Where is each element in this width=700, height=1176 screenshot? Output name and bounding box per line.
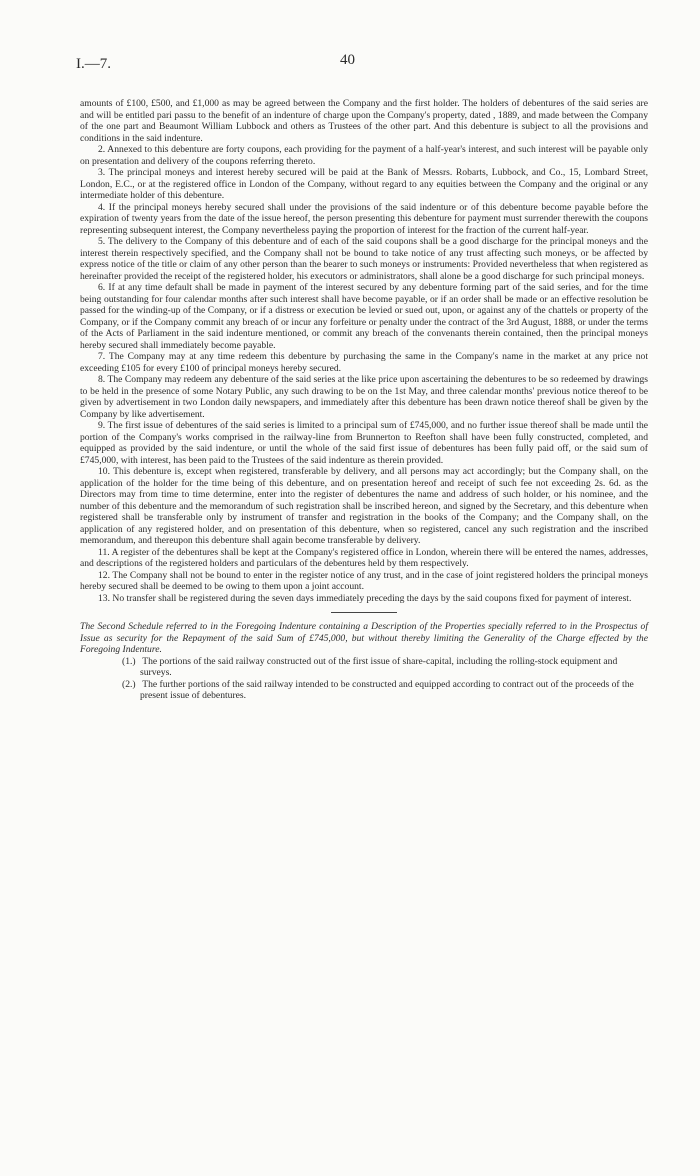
second-schedule xyxy=(80,621,648,702)
schedule-item xyxy=(80,679,648,702)
schedule-item-text: The portions of the said railway constructed out of the first issue of share-capital, including the rolling-stock equipment and surveys. xyxy=(140,655,618,678)
section-divider xyxy=(331,612,397,613)
schedule-item xyxy=(80,656,648,679)
paragraph: 4. If the principal moneys hereby secured shall under the provisions of the said indenture or of this debenture become payable before the expiration of twenty years from the date of the issue hereof, the person presenting this debenture for payment must surrender therewith the coupons representing subsequent interest, the Company nevertheless paying the proportion of interest for the fraction of the current half-year. xyxy=(80,201,648,236)
paragraph: 13. No transfer shall be registered during the seven days immediately preceding the days by the said coupons fixed for payment of interest. xyxy=(98,592,632,604)
paragraph: 9. The first issue of debentures of the said series is limited to a principal sum of £745,000, and no further issue thereof shall be made until the portion of the Company's works comprised in the railway-line from Brunnerton to Reefton shall have been fully constructed, completed, and equipped as provided by the said indenture, or until the whole of the said first issue of debentures has been fully paid off, or the said sum of £745,000, with interest, has been paid to the Trustees of the said indenture as therein provided. xyxy=(80,420,648,466)
paragraph: 8. The Company may redeem any debenture of the said series at the like price upon ascertaining the debentures to be so redeemed by drawings to be held in the presence of some Notary Public, any such drawing to be on the 1st May, and three calendar months' previous notice thereof to be given by advertisement in two London daily newspapers, and immediately after this debenture has been drawn notice thereof shall be given by the Company by like advertisement. xyxy=(80,374,648,420)
paragraph: amounts of £100, £500, and £1,000 as may be agreed between the Company and the first holder. The holders of debentures of the said series are and will be entitled pari passu to the benefit of an indenture of charge upon the Company's property, dated , 1889, and made between the Company of the one part and Beaumont William Lubbock and others as Trustees of the other part. And this debenture is subject to all the provisions and conditions in the said indenture. xyxy=(80,98,648,144)
page-number: 40 xyxy=(340,52,355,68)
document-reference: I.—7. xyxy=(76,56,111,72)
paragraph: 3. The principal moneys and interest hereby secured will be paid at the Bank of Messrs. Robarts, Lubbock, and Co., 15, Lombard Street, London, E.C., or at the registered office in London of the Company, without regard to any equities between the Company and the original or any intermediate holder of this debenture. xyxy=(80,167,648,201)
debenture-conditions xyxy=(80,98,648,604)
schedule-item-number: (2.) xyxy=(122,678,136,690)
paragraph: 11. A register of the debentures shall be kept at the Company's registered office in London, wherein there will be entered the names, addresses, and descriptions of the registered holders and particulars of the debentures held by them respectively. xyxy=(80,546,648,569)
paragraph: 10. This debenture is, except when registered, transferable by delivery, and all persons may act accordingly; but the Company shall, on the application of the holder for the time being of this debenture, and on presentation hereof and receipt of such fee not exceeding 2s. 6d. as the Directors may from time to time determine, enter into the register of debentures the name and address of such holder, or his nominee, and the number of this debenture and the memorandum of such registration shall be inscribed hereon, and signed by the Secretary, and this debenture when registered shall be transferable only by instrument of transfer and registration in the books of the Company; and the Company shall, on the application of any registered holder, and on presentation of this debenture, when so registered, cancel any such registration and the inscribed memorandum, and thereupon this debenture shall again become transferable by delivery. xyxy=(80,466,648,546)
page-header xyxy=(76,18,648,72)
paragraph: 2. Annexed to this debenture are forty coupons, each providing for the payment of a half-year's interest, and such interest will be payable only on presentation and delivery of the coupons referring thereto. xyxy=(80,144,648,167)
paragraph: 7. The Company may at any time redeem this debenture by purchasing the same in the Company's name in the market at any price not exceeding £105 for every £100 of principal moneys hereby secured. xyxy=(80,351,648,374)
schedule-heading: The Second Schedule referred to in the Foregoing Indenture containing a Description of the Properties specially referred to in the Prospectus of Issue as security for the Repayment of the said Sum of £745,000, but without thereby limiting the Generality of the Charge effected by the Foregoing Indenture. xyxy=(80,621,648,655)
paragraph: 12. The Company shall not be bound to enter in the register notice of any trust, and in the case of joint registered holders the principal moneys hereby secured shall be deemed to be owing to them upon a joint account. xyxy=(80,569,648,592)
schedule-item-number: (1.) xyxy=(122,655,136,667)
paragraph: 6. If at any time default shall be made in payment of the interest secured by any debenture forming part of the said series, and for the time being outstanding for four calendar months after such interest shall have become payable, or if an order shall be made or an effective resolution be passed for the winding-up of the Company, or if a distress or execution be levied or sued out, upon, or against any of the chattels or property of the Company, or if the Company commit any breach of or incur any forfeiture or penalty under the contract of the 3rd August, 1888, or under the terms of the Acts of Parliament in the said indenture mentioned, or commit any breach of the convenants therein contained, then the principal moneys hereby secured shall immediately become payable. xyxy=(80,282,648,351)
schedule-item-text: The further portions of the said railway intended to be constructed and equipped according to contract out of the proceeds of the present issue of debentures. xyxy=(140,678,634,701)
paragraph: 5. The delivery to the Company of this debenture and of each of the said coupons shall be a good discharge for the principal moneys and the interest therein respectively specified, and the Company shall not be bound to take notice of any trust affecting such moneys, or be affected by express notice of the title or claim of any other person than the bearer to such moneys or instruments: Provided nevertheless that when registered as hereinafter provided the receipt of the registered holder, his executors or administrators, shall alone be a good discharge for such principal moneys. xyxy=(80,236,648,282)
